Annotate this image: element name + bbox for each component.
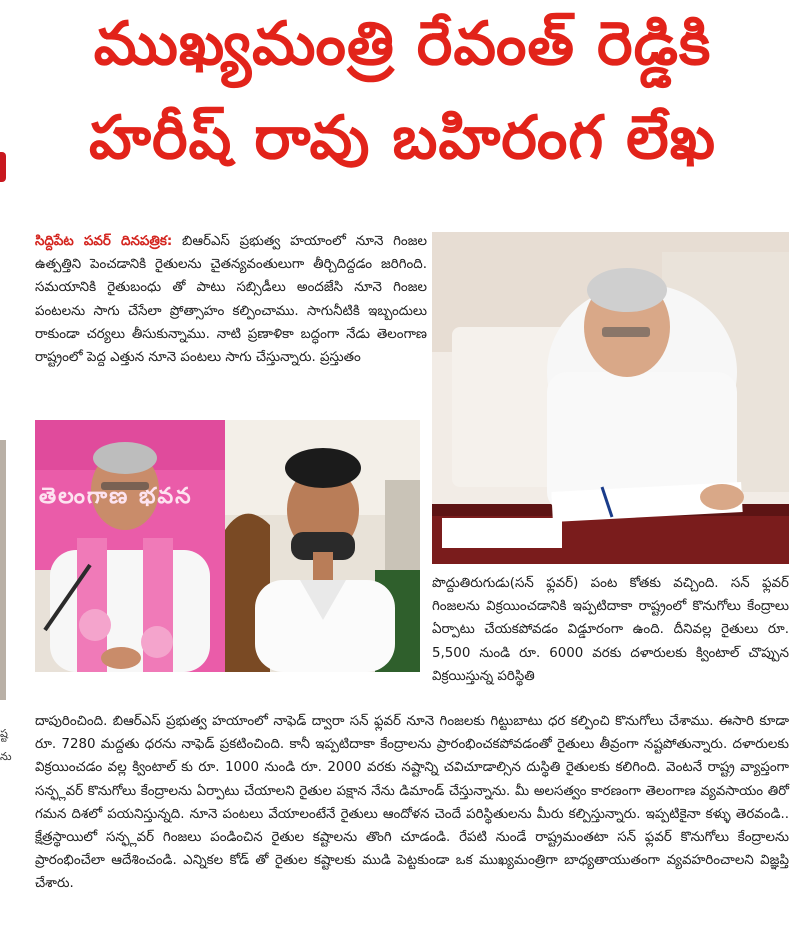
article-paragraph-2: పొద్దుతిరుగుడు(సన్ ఫ్లవర్) పంట కోతకు వచ్చింది. సన్ ఫ్లవర్ గింజలను విక్రయించడానికి ఇప్పటిదాకా రాష్ట్రంలో కొనుగోలు కేంద్రాలు ఏర్పాటు చేయకపోవడం విడ్డూరంగా ఉంది. దీనివల్ల రైతులు రూ. 5,500 నుండి రూ. 6000 వరకు దళారులకు క్వింటాల్ చొప్పున విక్రయిస్తున్న పరిస్థితి: [432, 576, 789, 684]
headline-line-2: హరీష్ రావు బహిరంగ లేఖ: [88, 103, 717, 173]
photo-harish-rao-signing-letter: [432, 232, 789, 564]
article-paragraph-1: [35, 230, 427, 416]
article-paragraph-3: దాపురించింది. బిఆర్ఎస్ ప్రభుత్వ హయాంలో నాఫెడ్ ద్వారా సన్ ఫ్లవర్ నూనె గింజలకు గిట్టుబాటు ధర కల్పించి కొనుగోలు చేశాము. ఈసారి కూడా రూ. 7280 మద్దతు ధరను నాఫెడ్ ప్రకటించింది. కానీ ఇప్పటిదాకా కేంద్రాలను ప్రారంభించకపోవడంతో రైతులు తీవ్రంగా నష్టపోతున్నారు. దళారులకు విక్రయించడం వల్ల క్వింటాల్ కు రూ. 1000 నుండి రూ. 2000 వరకు నష్టాన్ని చవిచూడాల్సిన దుస్థితి రైతులకు కలిగింది. వెంటనే రాష్ట్ర వ్యాప్తంగా సన్ఫ్లవర్ కొనుగోలు కేంద్రాలను ఏర్పాటు చేయాలని రైతుల పక్షాన నేను డిమాండ్ చేస్తున్నాను. మీ అలసత్వం కారణంగా తెలంగాణ వ్యవసాయం తిరో గమన దిశలో పయనిస్తున్నది. నూనె పంటలు వేయాలంటేనే రైతులు ఆందోళన చెందే పరిస్థితులను మీరు కల్పిస్తున్నారు. ఇప్పటికైనా కళ్ళు తెరవండి.. క్షేత్రస్థాయిలో సన్ఫ్లవర్ గింజలు పండించిన రైతుల కష్టాలను తొంగి చూడండి. రేపటి నుండే రాష్ట్రమంతటా సన్ ఫ్లవర్ కొనుగోలు కేంద్రాలను ప్రారంభించేలా ఆదేశించండి. ఎన్నికల కోడ్ తో రైతుల కష్టాలకు ముడి పెట్టకుండా ఒక ముఖ్యమంత్రిగా బాధ్యతాయుతంగా వ్యవహరించాలని విజ్ఞప్తి చేశారు.: [35, 714, 789, 892]
neighbor-column-edge: [0, 440, 6, 700]
paragraph-1-text: బిఆర్ఎస్ ప్రభుత్వ హయాంలో నూనె గింజల ఉత్పత్తిని పెంచడానికి రైతులను చైతన్యవంతులుగా తీర్చిదిద్దడం జరిగింది. సమయానికి రైతుబంధు తో పాటు సబ్సిడీలు అందజేసి నూనె గింజల పంటలను సాగు చేసేలా ప్రోత్సాహం కల్పించాము. సాగునీటికి ఇబ్బందులు రాకుండా చర్యలు తీసుకున్నాము. నాటి ప్రణాళికా బద్ధంగా నేడు తెలంగాణ రాష్ట్రంలో పెద్ద ఎత్తున నూనె పంటలు సాగు చేస్తున్నారు. ప్రస్తుతం: [35, 234, 427, 366]
photo-revanth-reddy: [225, 420, 420, 672]
headline-line-1: ముఖ్యమంత్రి రేవంత్ రెడ్డికి: [93, 9, 712, 79]
photo-banner-text: తెలంగాణ భవన: [39, 484, 193, 509]
photo-harish-rao-speaking: [35, 420, 225, 672]
dateline: సిద్దిపేట పవర్ దినపత్రిక:: [35, 234, 173, 249]
neighbor-column-text: ష్ట ను: [0, 727, 12, 764]
